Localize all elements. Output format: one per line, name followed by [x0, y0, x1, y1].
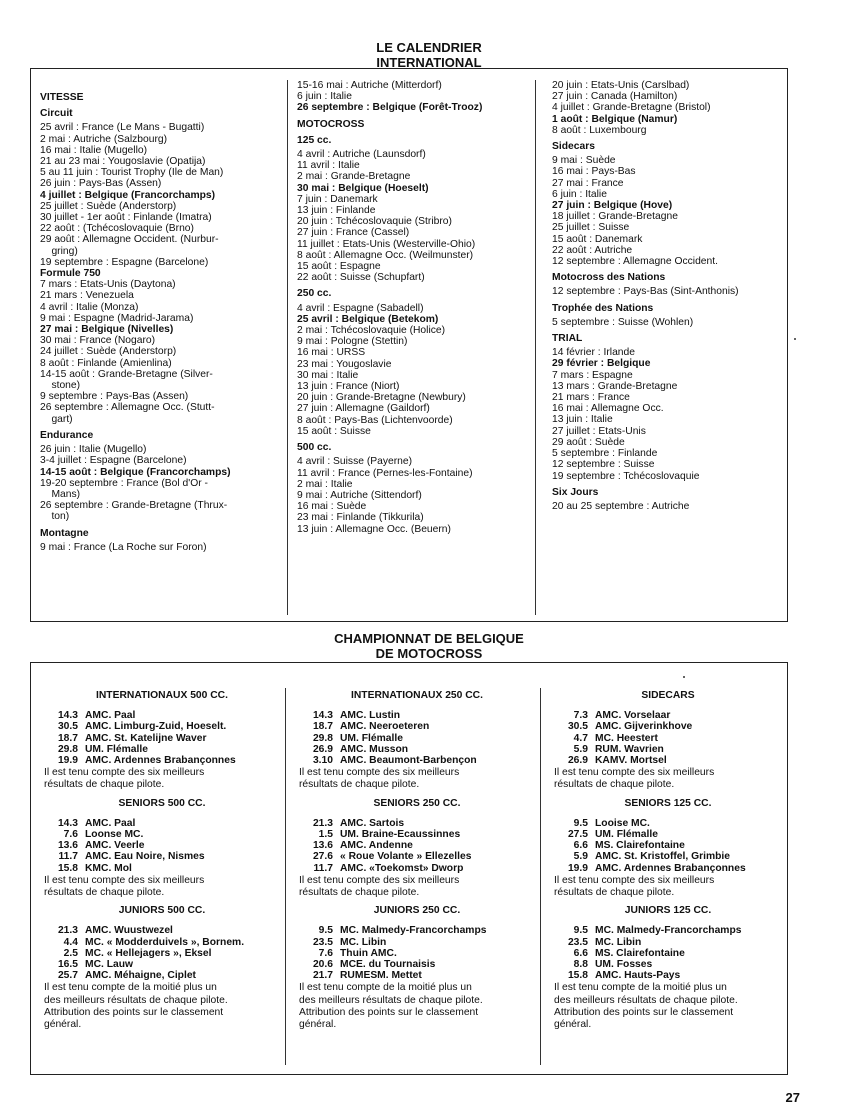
section-heading: VITESSE — [40, 92, 84, 103]
event-entry: 21 au 23 mai : Yougoslavie (Opatija) — [40, 156, 206, 168]
event-entry: 14-15 août : Grande-Bretagne (Silver- — [40, 368, 213, 380]
race-row — [554, 959, 782, 970]
race-row — [44, 755, 280, 766]
race-row — [44, 744, 280, 755]
event-entry: 29 août : Allemagne Occident. (Nurbur- — [40, 234, 219, 246]
race-row — [44, 863, 280, 874]
race-date: 18.7 — [312, 721, 333, 733]
event-entry: 19 septembre : Tchécoslovaquie — [552, 470, 700, 482]
race-date: 23.5 — [312, 936, 333, 948]
race-row — [44, 948, 280, 959]
race-club: RUMESM. Mettet — [340, 970, 422, 982]
event-entry: 8 août : Allemagne Occ. (Weilmunster) — [297, 249, 474, 261]
race-club: AMC. Paal — [85, 817, 136, 829]
race-date: 14.3 — [312, 710, 333, 722]
event-entry: 22 août : (Tchécoslovaquie (Brno) — [40, 223, 194, 235]
race-club: AMC. Veerle — [85, 840, 145, 852]
race-row — [554, 829, 782, 840]
rules-note: Attribution des points sur le classement — [299, 1006, 479, 1018]
event-entry: 30 juillet - 1er août : Finlande (Imatra) — [40, 212, 212, 224]
event-entry: 5 septembre : Suisse (Wohlen) — [552, 316, 694, 328]
race-row — [299, 970, 535, 981]
event-entry: stone) — [40, 380, 81, 392]
event-entry: 21 mars : Venezuela — [40, 290, 134, 302]
race-club: UM. Flémalle — [595, 829, 658, 841]
championnat-title-line1: CHAMPIONNAT DE BELGIQUE — [334, 631, 524, 646]
race-club: AMC. Lustin — [340, 710, 401, 722]
rules-note: Il est tenu compte des six meilleurs — [299, 874, 460, 886]
race-date: 11.7 — [58, 851, 78, 863]
race-club: AMC. Vorselaar — [595, 710, 671, 722]
race-date: 21.3 — [312, 817, 333, 829]
race-date: 7.6 — [318, 947, 333, 959]
race-date: 29.8 — [57, 743, 78, 755]
event-entry-belgique: 29 février : Belgique — [552, 358, 651, 370]
event-entry: 27 juin : Allemagne (Gaildorf) — [297, 403, 430, 415]
rules-note: des meilleurs résultats de chaque pilote. — [299, 994, 483, 1006]
event-entry: 13 juin : Italie — [552, 414, 613, 426]
race-date: 18.7 — [57, 732, 78, 744]
race-club: MC. « Hellejagers », Eksel — [85, 947, 212, 959]
race-date: 6.6 — [573, 947, 588, 959]
event-entry-belgique: 14-15 août : Belgique (Francorchamps) — [40, 466, 231, 478]
event-entry: 12 septembre : Suisse — [552, 459, 655, 471]
race-row — [299, 851, 535, 862]
print-speck — [683, 676, 685, 678]
section-heading: Six Jours — [552, 486, 599, 498]
race-date: 13.6 — [312, 840, 333, 852]
event-entry: 23 mai : Finlande (Tikkurila) — [297, 512, 424, 524]
race-club: MC. Libin — [595, 936, 642, 948]
rules-note: résultats de chaque pilote. — [299, 887, 420, 899]
race-club: AMC. Beaumont-Barbençon — [340, 755, 477, 767]
event-entry: 15-16 mai : Autriche (Mitterdorf) — [297, 80, 442, 91]
event-entry: 20 juin : Tchécoslovaquie (Stribro) — [297, 216, 452, 228]
event-entry: 4 avril : Suisse (Payerne) — [297, 456, 413, 468]
race-row — [299, 937, 535, 948]
event-entry: 9 mai : Pologne (Stettin) — [297, 336, 408, 348]
race-date: 23.5 — [567, 936, 588, 948]
race-date: 1.5 — [318, 829, 333, 841]
category-heading: SENIORS 500 CC. — [118, 797, 206, 809]
event-entry: 11 avril : Italie — [297, 160, 360, 172]
event-entry: 20 juin : Etats-Unis (Carslbad) — [552, 80, 690, 91]
championnat-title-line2: DE MOTOCROSS — [375, 646, 483, 661]
event-entry: 13 juin : France (Niort) — [297, 381, 400, 393]
race-row — [44, 829, 280, 840]
category-heading: JUNIORS 250 CC. — [373, 905, 461, 917]
race-row — [44, 840, 280, 851]
event-entry: 9 mai : France (La Roche sur Foron) — [40, 541, 207, 553]
print-speck — [794, 338, 796, 340]
race-date: 14.3 — [57, 710, 78, 722]
championnat-divider-1 — [285, 688, 286, 1065]
event-entry: 2 mai : Autriche (Salzbourg) — [40, 133, 168, 145]
race-date: 3.10 — [312, 755, 333, 767]
rules-note: résultats de chaque pilote. — [299, 779, 420, 791]
event-entry: 12 septembre : Allemagne Occident. — [552, 256, 718, 268]
event-entry: 25 avril : France (Le Mans - Bugatti) — [40, 122, 205, 134]
race-date: 5.9 — [573, 743, 588, 755]
event-entry: 19 septembre : Espagne (Barcelone) — [40, 256, 209, 268]
race-row — [44, 818, 280, 829]
race-row — [44, 937, 280, 948]
section-heading: Circuit — [40, 108, 73, 120]
race-row — [299, 959, 535, 970]
race-club: MC. Libin — [340, 936, 387, 948]
rules-note: Il est tenu compte de la moitié plus un — [44, 982, 217, 994]
calendar-title — [0, 40, 858, 70]
event-entry: 13 juin : Finlande — [297, 205, 376, 217]
race-row — [299, 829, 535, 840]
rules-note: Attribution des points sur le classement — [44, 1006, 224, 1018]
section-heading: Endurance — [40, 429, 94, 441]
event-entry: 23 mai : Yougoslavie — [297, 358, 392, 370]
race-row — [44, 970, 280, 981]
race-club: AMC. Ardennes Brabançonnes — [85, 755, 236, 767]
section-heading: Montagne — [40, 527, 89, 539]
event-entry: 8 août : Luxembourg — [552, 124, 647, 136]
race-club: « Roue Volante » Ellezelles — [340, 851, 472, 863]
race-row — [299, 948, 535, 959]
race-row — [554, 925, 782, 936]
championnat-title — [0, 631, 858, 661]
section-heading: 500 cc. — [297, 442, 332, 454]
event-entry: 13 juin : Allemagne Occ. (Beuern) — [297, 523, 451, 535]
category-heading: SENIORS 125 CC. — [624, 797, 712, 809]
event-entry: 26 juin : Italie (Mugello) — [40, 444, 147, 456]
event-entry: 2 mai : Grande-Bretagne — [297, 171, 411, 183]
race-club: MC. Malmedy-Francorchamps — [595, 925, 742, 937]
event-entry: 2 mai : Tchécoslovaquie (Holice) — [297, 325, 446, 337]
race-row — [554, 710, 782, 721]
race-row — [554, 733, 782, 744]
race-row — [44, 851, 280, 862]
race-row — [554, 755, 782, 766]
race-row — [299, 818, 535, 829]
race-club: MS. Clairefontaine — [595, 947, 685, 959]
event-entry: 3-4 juillet : Espagne (Barcelone) — [40, 455, 187, 467]
race-date: 4.4 — [63, 936, 78, 948]
race-date: 26.9 — [312, 743, 333, 755]
race-club: MCE. du Tournaisis — [340, 959, 436, 971]
race-club: MC. « Modderduivels », Bornem. — [85, 936, 245, 948]
event-entry-belgique: 27 mai : Belgique (Nivelles) — [40, 324, 174, 336]
event-entry: 9 septembre : Pays-Bas (Assen) — [40, 391, 189, 403]
race-row — [299, 840, 535, 851]
event-entry: 6 juin : Italie — [552, 188, 607, 200]
category-heading: JUNIORS 500 CC. — [118, 905, 206, 917]
race-date: 2.5 — [63, 947, 78, 959]
rules-note: Attribution des points sur le classement — [554, 1006, 734, 1018]
event-entry: 25 juillet : Suède (Anderstorp) — [40, 200, 177, 212]
event-entry: 16 mai : Pays-Bas — [552, 166, 636, 178]
race-row — [554, 948, 782, 959]
race-date: 7.6 — [63, 829, 78, 841]
race-club: UM. Braine-Ecaussinnes — [340, 829, 461, 841]
event-entry: 5 septembre : Finlande — [552, 448, 658, 460]
race-date: 4.7 — [573, 732, 588, 744]
event-entry-belgique: 4 juillet : Belgique (Francorchamps) — [40, 189, 216, 201]
event-entry: 16 mai : Suède — [297, 501, 367, 513]
event-entry: 30 mai : Italie — [297, 369, 359, 381]
calendar-title-line2: INTERNATIONAL — [376, 55, 482, 70]
event-entry: gart) — [40, 413, 73, 425]
event-entry: 8 août : Pays-Bas (Lichtenvoorde) — [297, 414, 453, 426]
event-entry: 26 septembre : Grande-Bretagne (Thrux- — [40, 500, 228, 512]
race-club: AMC. Ardennes Brabançonnes — [595, 862, 746, 874]
race-club: MC. Malmedy-Francorchamps — [340, 925, 487, 937]
race-club: AMC. Paal — [85, 710, 136, 722]
calendar-title-line1: LE CALENDRIER — [376, 40, 482, 55]
event-entry: 27 juin : Canada (Hamilton) — [552, 91, 678, 103]
event-entry-belgique: 26 septembre : Belgique (Forêt-Trooz) — [297, 102, 483, 114]
event-entry: 7 juin : Danemark — [297, 193, 378, 205]
race-date: 30.5 — [57, 721, 78, 733]
event-entry: 11 juillet : Etats-Unis (Westerville-Ohio) — [297, 238, 476, 250]
event-entry: 16 mai : URSS — [297, 347, 366, 359]
race-row — [554, 937, 782, 948]
championnat-column-1 — [44, 690, 280, 1030]
race-club: AMC. Hauts-Pays — [595, 970, 681, 982]
race-row — [299, 721, 535, 732]
race-row — [554, 840, 782, 851]
event-entry: 30 mai : France (Nogaro) — [40, 335, 156, 347]
rules-note: Il est tenu compte de la moitié plus un — [554, 982, 727, 994]
race-row — [299, 710, 535, 721]
race-club: Looise MC. — [595, 817, 650, 829]
race-row — [44, 959, 280, 970]
race-club: AMC. Limburg-Zuid, Hoeselt. — [85, 721, 227, 733]
race-date: 19.9 — [567, 862, 588, 874]
race-club: AMC. Neeroeteren — [340, 721, 430, 733]
event-entry: 18 juillet : Grande-Bretagne — [552, 211, 678, 223]
rules-note: résultats de chaque pilote. — [554, 779, 675, 791]
rules-note: résultats de chaque pilote. — [44, 779, 165, 791]
race-club: AMC. Sartois — [340, 817, 405, 829]
race-date: 5.9 — [573, 851, 588, 863]
event-entry: 27 mai : France — [552, 177, 624, 189]
calendar-divider-2 — [535, 80, 536, 615]
event-entry-belgique: 27 juin : Belgique (Hove) — [552, 200, 673, 212]
rules-note: Il est tenu compte des six meilleurs — [299, 767, 460, 779]
event-entry: 2 mai : Italie — [297, 478, 353, 490]
event-entry: 9 mai : Suède — [552, 155, 616, 167]
race-row — [44, 710, 280, 721]
section-heading: TRIAL — [552, 333, 583, 345]
event-entry-belgique: 30 mai : Belgique (Hoeselt) — [297, 182, 429, 194]
event-entry: 15 août : Danemark — [552, 233, 643, 245]
race-date: 27.5 — [567, 829, 588, 841]
race-row — [554, 721, 782, 732]
event-entry: 11 avril : France (Pernes-les-Fontaine) — [297, 467, 473, 479]
race-row — [44, 733, 280, 744]
race-club: Loonse MC. — [85, 829, 144, 841]
rules-note: des meilleurs résultats de chaque pilote. — [44, 994, 228, 1006]
race-date: 15.8 — [567, 970, 588, 982]
race-club: KAMV. Mortsel — [595, 755, 667, 767]
race-date: 14.3 — [57, 817, 78, 829]
section-heading: 250 cc. — [297, 288, 332, 300]
event-entry: gring) — [40, 245, 78, 257]
event-entry: ton) — [40, 511, 70, 523]
event-entry: 7 mars : Espagne — [552, 369, 633, 381]
event-entry: 13 mars : Grande-Bretagne — [552, 380, 678, 392]
race-date: 25.7 — [57, 970, 78, 982]
race-date: 7.3 — [573, 710, 588, 722]
championnat-column-3 — [554, 690, 782, 1030]
race-club: AMC. Eau Noire, Nismes — [85, 851, 205, 863]
race-club: AMC. Gijverinkhove — [595, 721, 693, 733]
event-entry: 20 juin : Grande-Bretagne (Newbury) — [297, 392, 466, 404]
event-entry: 12 septembre : Pays-Bas (Sint-Anthonis) — [552, 286, 739, 298]
race-row — [554, 851, 782, 862]
race-date: 13.6 — [57, 840, 78, 852]
category-heading: JUNIORS 125 CC. — [624, 905, 712, 917]
event-entry: 29 août : Suède — [552, 436, 625, 448]
event-entry: 25 juillet : Suisse — [552, 222, 630, 234]
event-entry: 22 août : Autriche — [552, 244, 633, 256]
calendar-column-3 — [552, 80, 784, 512]
race-date: 29.8 — [312, 732, 333, 744]
category-heading: INTERNATIONAUX 500 CC. — [96, 690, 228, 701]
race-date: 21.3 — [57, 925, 78, 937]
event-entry: 20 au 25 septembre : Autriche — [552, 500, 690, 512]
event-entry: 9 mai : Espagne (Madrid-Jarama) — [40, 312, 194, 324]
rules-note: Il est tenu compte des six meilleurs — [554, 767, 715, 779]
race-date: 15.8 — [57, 862, 78, 874]
category-heading: SENIORS 250 CC. — [373, 797, 461, 809]
rules-note: Il est tenu compte des six meilleurs — [44, 767, 205, 779]
section-heading: Trophée des Nations — [552, 302, 654, 314]
event-entry: 8 août : Finlande (Amienlina) — [40, 357, 172, 369]
calendar-column-1 — [40, 92, 280, 553]
rules-note: général. — [299, 1019, 337, 1031]
event-entry: 9 mai : Autriche (Sittendorf) — [297, 489, 422, 501]
rules-note: Il est tenu compte des six meilleurs — [44, 874, 205, 886]
race-date: 9.5 — [573, 817, 588, 829]
race-club: UM. Flémalle — [340, 732, 403, 744]
race-date: 20.6 — [312, 959, 333, 971]
race-row — [554, 744, 782, 755]
section-heading: MOTOCROSS — [297, 118, 365, 130]
race-date: 16.5 — [57, 959, 78, 971]
page-number: 27 — [785, 1090, 800, 1105]
race-row — [299, 863, 535, 874]
section-heading: Sidecars — [552, 141, 595, 153]
event-entry-belgique: 25 avril : Belgique (Betekom) — [297, 313, 439, 325]
championnat-divider-2 — [540, 688, 541, 1065]
event-entry: 19-20 septembre : France (Bol d'Or - — [40, 477, 208, 489]
rules-note: général. — [554, 1019, 592, 1031]
category-heading: SIDECARS — [641, 690, 695, 701]
race-row — [554, 863, 782, 874]
event-entry-belgique: Formule 750 — [40, 268, 101, 280]
event-entry: 4 avril : Italie (Monza) — [40, 301, 139, 313]
rules-note: des meilleurs résultats de chaque pilote. — [554, 994, 738, 1006]
race-club: AMC. St. Kristoffel, Grimbie — [595, 851, 731, 863]
section-heading: 125 cc. — [297, 134, 332, 146]
calendar-column-2 — [297, 80, 529, 535]
event-entry: 15 août : Espagne — [297, 261, 381, 273]
event-entry: 15 août : Suisse — [297, 425, 371, 437]
event-entry: 21 mars : France — [552, 392, 630, 404]
race-date: 26.9 — [567, 755, 588, 767]
race-club: MC. Lauw — [85, 959, 134, 971]
race-date: 19.9 — [57, 755, 78, 767]
race-row — [554, 970, 782, 981]
event-entry: 16 mai : Allemagne Occ. — [552, 403, 664, 415]
section-heading: Motocross des Nations — [552, 272, 666, 284]
race-club: MC. Heestert — [595, 732, 658, 744]
rules-note: Il est tenu compte de la moitié plus un — [299, 982, 472, 994]
event-entry: 22 août : Suisse (Schupfart) — [297, 272, 425, 284]
event-entry: 26 septembre : Allemagne Occ. (Stutt- — [40, 402, 215, 414]
race-row — [299, 755, 535, 766]
race-club: AMC. St. Katelijne Waver — [85, 732, 207, 744]
event-entry: 14 février : Irlande — [552, 347, 635, 359]
race-date: 30.5 — [567, 721, 588, 733]
race-club: AMC. Musson — [340, 743, 409, 755]
race-club: AMC. «Toekomst» Dworp — [340, 862, 464, 874]
event-entry: 26 juin : Pays-Bas (Assen) — [40, 178, 162, 190]
rules-note: résultats de chaque pilote. — [554, 887, 675, 899]
category-heading: INTERNATIONAUX 250 CC. — [351, 690, 483, 701]
event-entry: 27 juin : France (Cassel) — [297, 227, 410, 239]
race-row — [44, 925, 280, 936]
race-club: UM. Fosses — [595, 959, 653, 971]
event-entry: 4 avril : Autriche (Launsdorf) — [297, 149, 426, 161]
race-club: Thuin AMC. — [340, 947, 397, 959]
race-date: 27.6 — [312, 851, 333, 863]
event-entry: 27 juillet : Etats-Unis — [552, 425, 646, 437]
event-entry: 5 au 11 juin : Tourist Trophy (Ile de Man) — [40, 167, 224, 179]
race-date: 9.5 — [318, 925, 333, 937]
rules-note: résultats de chaque pilote. — [44, 887, 165, 899]
race-club: KMC. Mol — [85, 862, 132, 874]
race-row — [299, 925, 535, 936]
race-date: 8.8 — [573, 959, 588, 971]
event-entry: Mans) — [40, 488, 81, 500]
race-club: UM. Flémalle — [85, 743, 148, 755]
race-row — [554, 818, 782, 829]
event-entry: 6 juin : Italie — [297, 91, 352, 103]
race-date: 11.7 — [313, 862, 333, 874]
event-entry: 24 juillet : Suède (Anderstorp) — [40, 346, 177, 358]
championnat-column-2 — [299, 690, 535, 1030]
race-club: AMC. Andenne — [340, 840, 413, 852]
race-club: MS. Clairefontaine — [595, 840, 685, 852]
race-date: 21.7 — [312, 970, 333, 982]
race-club: AMC. Méhaigne, Ciplet — [85, 970, 196, 982]
race-club: RUM. Wavrien — [595, 743, 664, 755]
event-entry: 16 mai : Italie (Mugello) — [40, 144, 148, 156]
rules-note: Il est tenu compte des six meilleurs — [554, 874, 715, 886]
event-entry-belgique: 1 août : Belgique (Namur) — [552, 113, 678, 125]
race-date: 6.6 — [573, 840, 588, 852]
race-date: 9.5 — [573, 925, 588, 937]
race-row — [299, 744, 535, 755]
event-entry: 4 juillet : Grande-Bretagne (Bristol) — [552, 102, 711, 114]
race-row — [44, 721, 280, 732]
event-entry: 4 avril : Espagne (Sabadell) — [297, 302, 424, 314]
event-entry: 7 mars : Etats-Unis (Daytona) — [40, 279, 176, 291]
race-row — [299, 733, 535, 744]
calendar-divider-1 — [287, 80, 288, 615]
rules-note: général. — [44, 1019, 82, 1031]
race-club: AMC. Wuustwezel — [85, 925, 173, 937]
